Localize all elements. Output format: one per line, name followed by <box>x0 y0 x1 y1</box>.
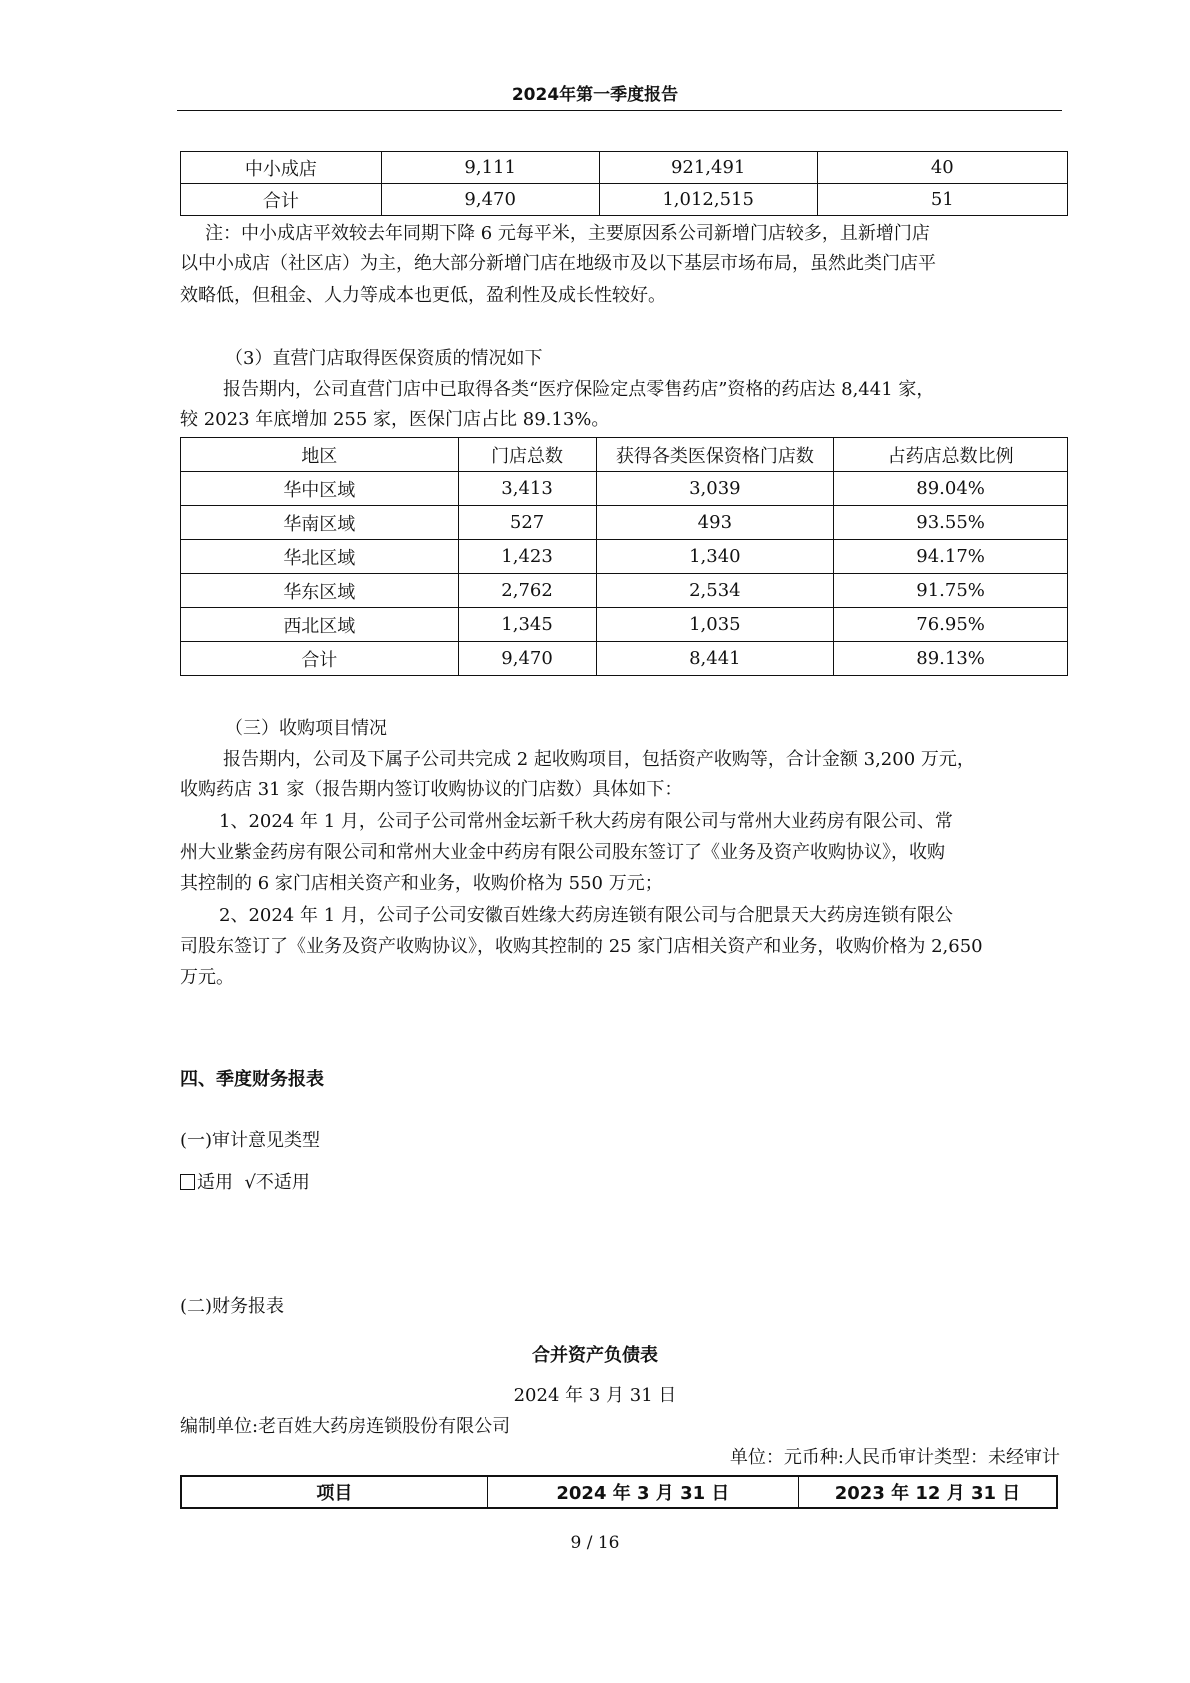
table-cell: 3,039 <box>596 472 834 506</box>
table-cell: 1,340 <box>596 540 834 574</box>
balance-sheet-title: 合并资产负债表 <box>532 1345 658 1366</box>
table-cell: 8,441 <box>596 642 834 676</box>
table-cell: 9,111 <box>381 152 599 184</box>
table-row <box>181 540 1068 574</box>
note-line-3: 效略低，但租金、人力等成本也更低，盈利性及成长性较好。 <box>180 285 666 306</box>
table-cell: 西北区域 <box>181 608 459 642</box>
table-cell: 51 <box>817 184 1067 216</box>
unit-line: 单位：元币种:人民币审计类型：未经审计 <box>729 1447 1060 1468</box>
note-line-1: 注：中小成店平效较去年同期下降 6 元每平米，主要原因系公司新增门店较多，且新增门店 <box>205 223 930 244</box>
acquisition-line-4: 州大业紫金药房有限公司和常州大业金中药房有限公司股东签订了《业务及资产收购协议》，收购 <box>180 842 945 863</box>
audit-opinion-title: (一)审计意见类型 <box>180 1130 321 1151</box>
note-line-2: 以中小成店（社区店）为主，绝大部分新增门店在地级市及以下基层市场布局，虽然此类门店平 <box>180 253 936 274</box>
table-cell: 1,345 <box>458 608 596 642</box>
acquisition-line-7: 司股东签订了《业务及资产收购协议》，收购其控制的 25 家门店相关资产和业务，收购价格为 2,650 <box>180 936 983 957</box>
table-header-row <box>181 438 1068 472</box>
table-cell: 9,470 <box>381 184 599 216</box>
table-header-row <box>181 1476 1057 1508</box>
table-row <box>181 506 1068 540</box>
table-cell: 527 <box>458 506 596 540</box>
table-cell: 89.13% <box>834 642 1068 676</box>
table-row <box>181 184 1068 216</box>
table-cell: 华北区域 <box>181 540 459 574</box>
option-not-applicable: √不适用 <box>244 1172 310 1193</box>
acquisition-line-1: 报告期内，公司及下属子公司共完成 2 起收购项目，包括资产收购等，合计金额 3,200 万元， <box>223 749 975 770</box>
balance-sheet-date: 2024 年 3 月 31 日 <box>513 1385 677 1406</box>
section-3-line-1: 报告期内，公司直营门店中已取得各类“医疗保险定点零售药店”资格的药店达 8,441 家， <box>223 379 935 400</box>
section-3-title: （3）直营门店取得医保资质的情况如下 <box>225 348 543 369</box>
table-cell: 493 <box>596 506 834 540</box>
table-cell: 9,470 <box>458 642 596 676</box>
acquisition-line-2: 收购药店 31 家（报告期内签订收购协议的门店数）具体如下： <box>180 779 683 800</box>
table-cell: 921,491 <box>599 152 817 184</box>
table-cell: 华南区域 <box>181 506 459 540</box>
table-cell: 91.75% <box>834 574 1068 608</box>
acquisition-title: （三）收购项目情况 <box>225 718 387 739</box>
table-cell: 2,534 <box>596 574 834 608</box>
table-row <box>181 642 1068 676</box>
preparer-line: 编制单位:老百姓大药房连锁股份有限公司 <box>180 1416 511 1437</box>
table-cell: 合计 <box>181 184 382 216</box>
column-header: 占药店总数比例 <box>834 438 1068 472</box>
column-header: 2023 年 12 月 31 日 <box>799 1476 1057 1508</box>
column-header: 门店总数 <box>458 438 596 472</box>
table-row <box>181 472 1068 506</box>
table-cell: 94.17% <box>834 540 1068 574</box>
store-efficiency-table <box>180 151 1068 216</box>
table-cell: 93.55% <box>834 506 1068 540</box>
table-cell: 1,012,515 <box>599 184 817 216</box>
report-header-title: 2024年第一季度报告 <box>511 85 679 105</box>
column-header: 获得各类医保资格门店数 <box>596 438 834 472</box>
column-header: 2024 年 3 月 31 日 <box>487 1476 798 1508</box>
table-row <box>181 152 1068 184</box>
table-cell: 89.04% <box>834 472 1068 506</box>
table-cell: 40 <box>817 152 1067 184</box>
table-cell: 1,035 <box>596 608 834 642</box>
balance-sheet-header-table <box>180 1475 1058 1509</box>
acquisition-line-6: 2、2024 年 1 月，公司子公司安徽百姓缘大药房连锁有限公司与合肥景天大药房连锁有限公 <box>219 905 953 926</box>
table-cell: 华东区域 <box>181 574 459 608</box>
option-applicable: 适用 <box>197 1172 233 1193</box>
financial-statements-title: (二)财务报表 <box>180 1296 285 1317</box>
acquisition-line-3: 1、2024 年 1 月，公司子公司常州金坛新千秋大药房有限公司与常州大业药房有限公司、常 <box>219 811 953 832</box>
header-divider <box>177 110 1062 111</box>
table-cell: 中小成店 <box>181 152 382 184</box>
acquisition-line-5: 其控制的 6 家门店相关资产和业务，收购价格为 550 万元； <box>180 873 663 894</box>
page-number: 9 / 16 <box>570 1533 620 1553</box>
section-4-title: 四、季度财务报表 <box>180 1069 324 1090</box>
table-cell: 华中区域 <box>181 472 459 506</box>
table-row <box>181 574 1068 608</box>
table-cell: 2,762 <box>458 574 596 608</box>
table-row <box>181 608 1068 642</box>
column-header: 地区 <box>181 438 459 472</box>
medical-insurance-table <box>180 437 1068 676</box>
checkbox-icon <box>180 1174 195 1190</box>
table-cell: 3,413 <box>458 472 596 506</box>
table-cell: 合计 <box>181 642 459 676</box>
audit-options <box>180 1168 310 1198</box>
table-cell: 1,423 <box>458 540 596 574</box>
column-header: 项目 <box>181 1476 487 1508</box>
table-cell: 76.95% <box>834 608 1068 642</box>
section-3-line-2: 较 2023 年底增加 255 家，医保门店占比 89.13%。 <box>180 409 610 430</box>
acquisition-line-8: 万元。 <box>180 967 234 988</box>
